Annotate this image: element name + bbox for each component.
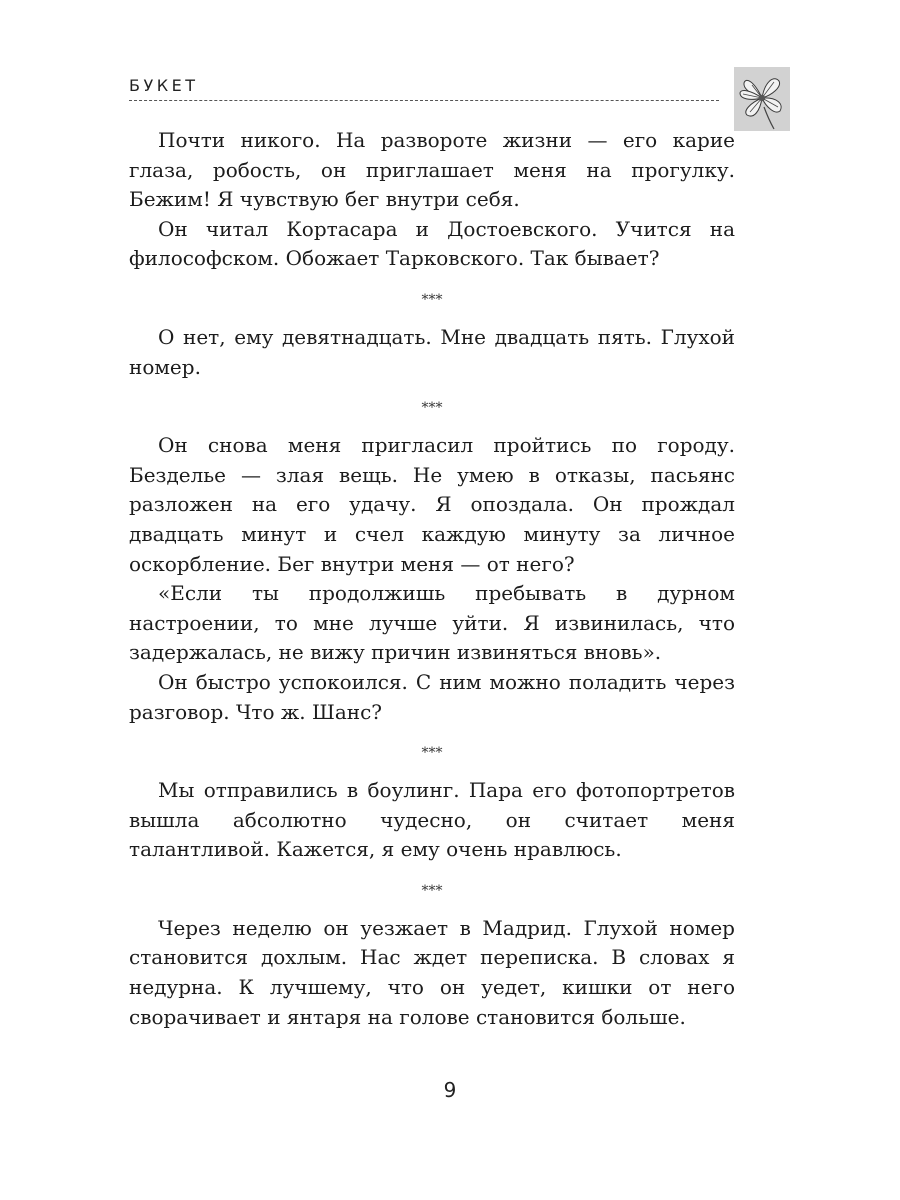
paragraph: Он быстро успокоился. С ним можно поладить через разговор. Что ж. Шанс? bbox=[129, 669, 735, 724]
paragraph: Мы отправились в боулинг. Пара его фотопортретов вышла абсолютно чудесно, он считает меня талантливой. Кажется, я ему очень нравлюсь. bbox=[129, 778, 735, 862]
header-dashed-rule bbox=[129, 100, 719, 101]
section-separator: *** bbox=[421, 400, 443, 417]
paragraph: О нет, ему девятнадцать. Мне двадцать пять. Глухой номер. bbox=[129, 324, 735, 379]
running-header-title: БУКЕТ bbox=[129, 76, 199, 95]
body-text bbox=[129, 126, 735, 1032]
paragraph: «Если ты продолжишь пребывать в дурном настроении, то мне лучше уйти. Я извинилась, что задержалась, не вижу причин извиняться вновь». bbox=[129, 581, 735, 665]
page-number: 9 bbox=[443, 1078, 457, 1102]
section-separator: *** bbox=[421, 291, 443, 308]
paragraph: Почти никого. На развороте жизни — его карие глаза, робость, он приглашает меня на прогулку. Бежим! Я чувствую бег внутри себя. bbox=[129, 128, 735, 212]
paragraph: Он читал Кортасара и Достоевского. Учится на философском. Обожает Тарковского. Так бывает? bbox=[129, 216, 735, 271]
section-separator: *** bbox=[421, 745, 443, 762]
section-separator: *** bbox=[421, 882, 443, 899]
flower-icon bbox=[734, 67, 790, 131]
running-header bbox=[129, 76, 719, 102]
paragraph: Через неделю он уезжает в Мадрид. Глухой номер становится дохлым. Нас ждет переписка. В словах я недурна. К лучшему, что он уедет, кишки от него сворачивает и янтаря на голове становится больше. bbox=[129, 915, 735, 1029]
paragraph: Он снова меня пригласил пройтись по городу. Безделье — злая вещь. Не умею в отказы, пасьянс разложен на его удачу. Я опоздала. Он прождал двадцать минут и счел каждую минуту за личное оскорбление. Бег внутри меня — от него? bbox=[129, 433, 735, 576]
